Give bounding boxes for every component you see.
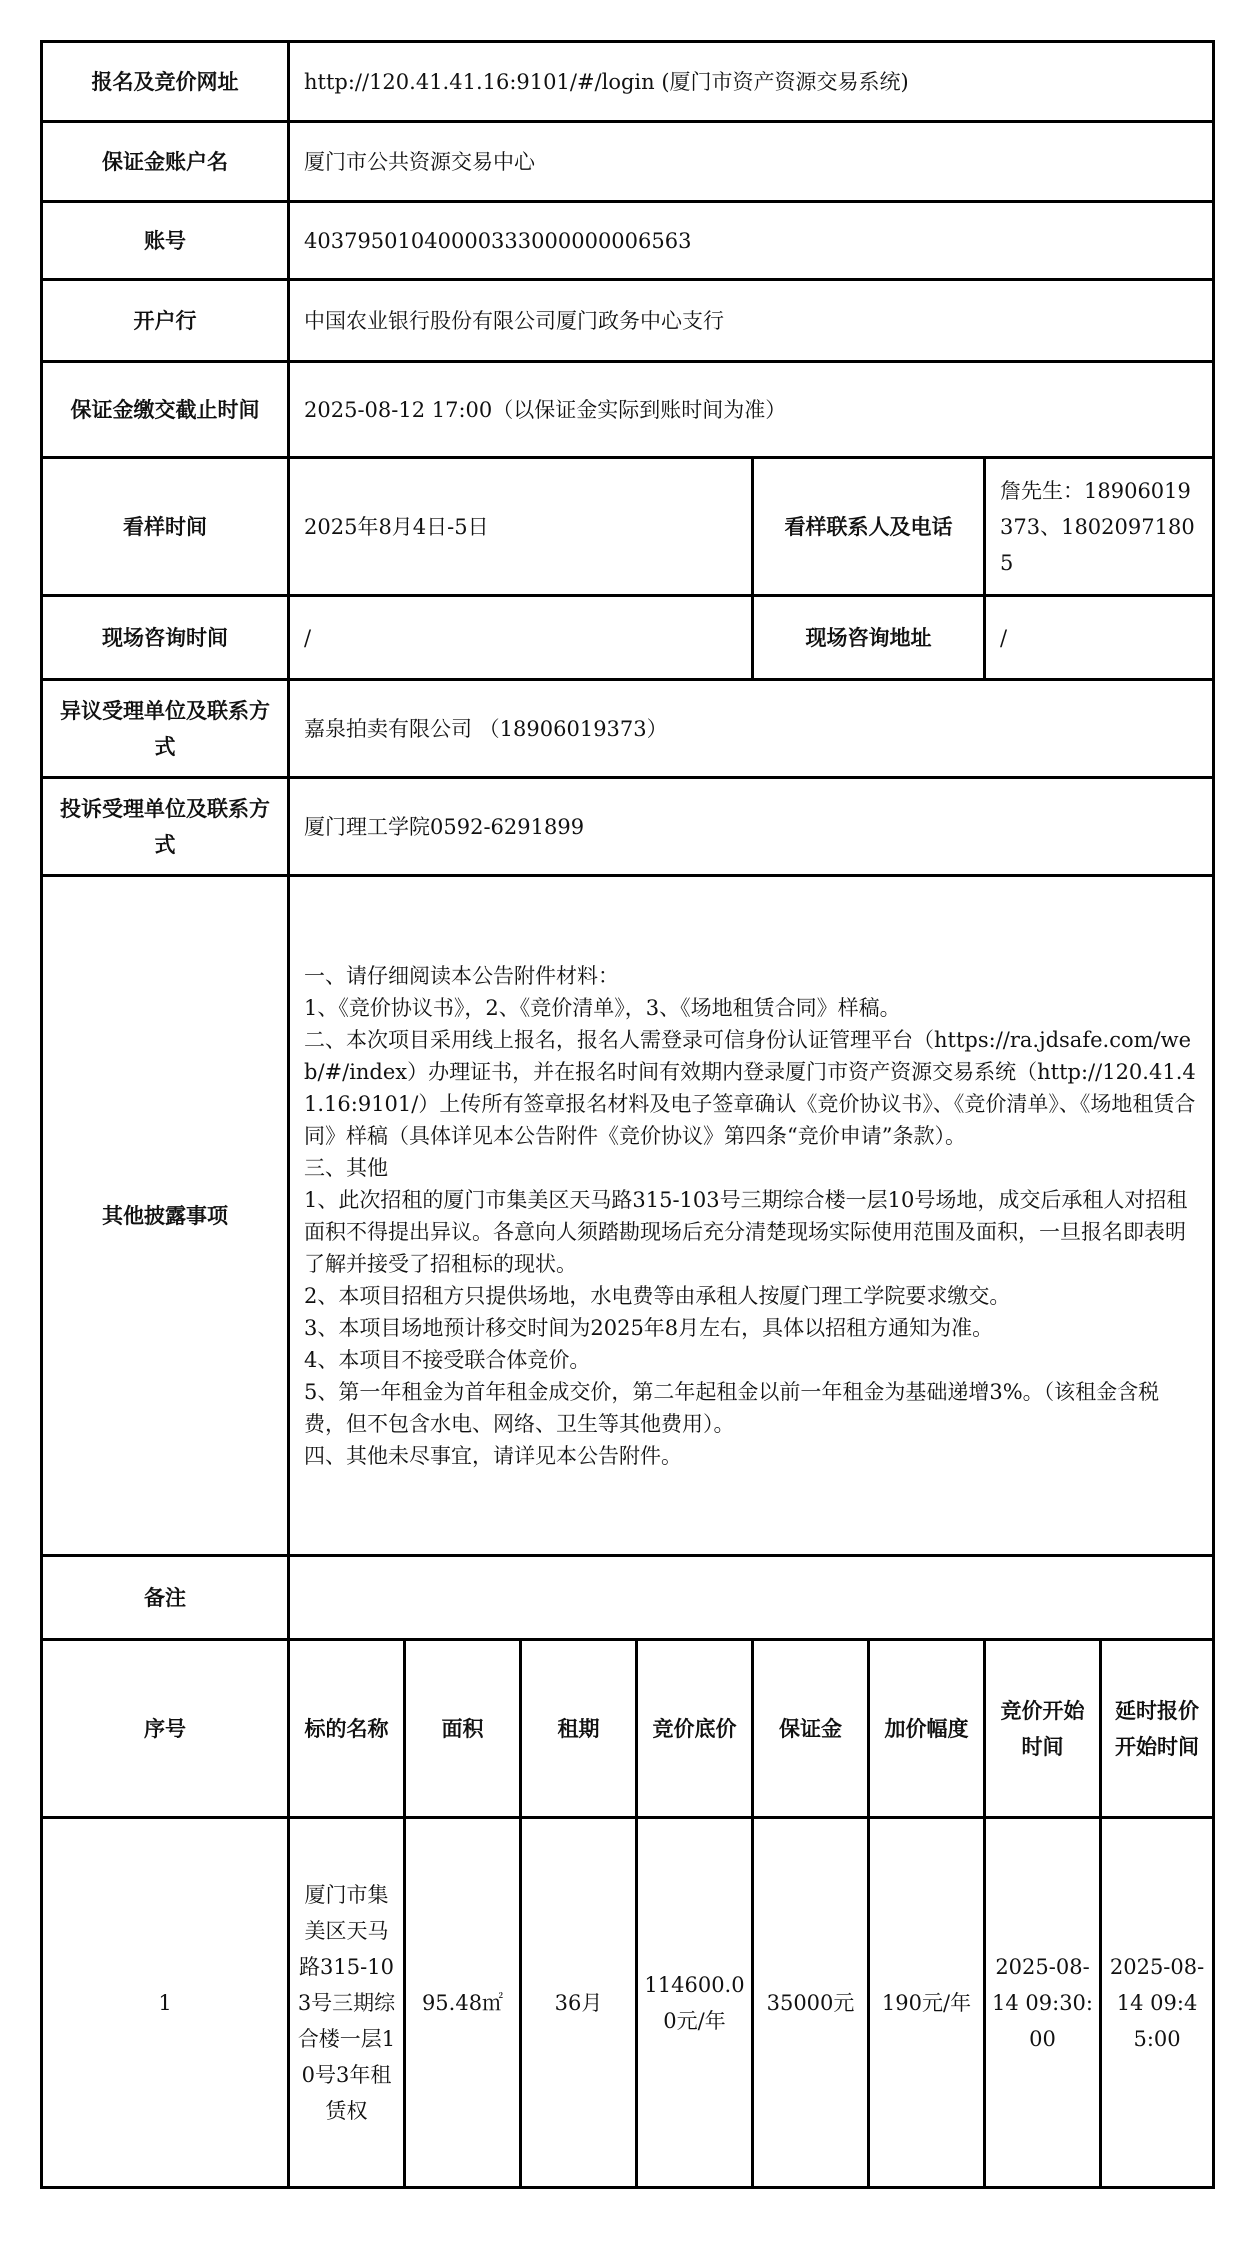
header-area: 面积 (405, 1640, 521, 1818)
remark-value (289, 1556, 1214, 1640)
note-line: 5、第一年租金为首年租金成交价，第二年起租金以前一年租金为基础递增3%。（该租金含税费，但不包含水电、网络、卫生等其他费用）。 (304, 1379, 1160, 1436)
consult-address-label: 现场咨询地址 (753, 596, 985, 680)
info-table (40, 40, 1215, 2189)
deadline-value: 2025-08-12 17:00（以保证金实际到账时间为准） (289, 362, 1214, 458)
row-index: 1 (42, 1818, 289, 2188)
consult-address-value: / (985, 596, 1214, 680)
header-reserve-price: 竞价底价 (637, 1640, 753, 1818)
consult-time-label: 现场咨询时间 (42, 596, 289, 680)
bank-label: 开户行 (42, 280, 289, 362)
account-number-value: 40379501040000333000000006563 (289, 202, 1214, 280)
header-deposit: 保证金 (753, 1640, 869, 1818)
note-line: 二、本次项目采用线上报名，报名人需登录可信身份认证管理平台（https://ra.jdsafe.com/web/#/index）办理证书，并在报名时间有效期内登录厦门市资产资源交易系统（http://120.41.41.16:9101/）上传所有签章报名材料及电子签章确认《竞价协议书》、《竞价清单》、《场地租赁合同》样稿（具体详见本公告附件《竞价协议》第四条“竞价申请”条款）。 (304, 1027, 1196, 1148)
header-increment: 加价幅度 (869, 1640, 985, 1818)
url-value[interactable]: http://120.41.41.16:9101/#/login (厦门市资产资源交易系统) (289, 42, 1214, 122)
items-header-row (42, 1640, 1214, 1818)
header-item-name: 标的名称 (289, 1640, 405, 1818)
remark-label: 备注 (42, 1556, 289, 1640)
row-increment: 190元/年 (869, 1818, 985, 2188)
row-start-time: 2025-08-14 09:30:00 (985, 1818, 1101, 2188)
note-line: 4、本项目不接受联合体竞价。 (304, 1347, 591, 1372)
row-item-name: 厦门市集美区天马路315-103号三期综合楼一层10号3年租赁权 (289, 1818, 405, 2188)
viewing-contact-label: 看样联系人及电话 (753, 458, 985, 596)
account-name-label: 保证金账户名 (42, 122, 289, 202)
objection-value: 嘉泉拍卖有限公司 （18906019373） (289, 680, 1214, 778)
note-line: 一、请仔细阅读本公告附件材料： (304, 963, 619, 988)
complaint-value: 厦门理工学院0592-6291899 (289, 778, 1214, 876)
row-reserve-price: 114600.00元/年 (637, 1818, 753, 2188)
table-row (42, 1818, 1214, 2188)
bank-value: 中国农业银行股份有限公司厦门政务中心支行 (289, 280, 1214, 362)
note-line: 三、其他 (304, 1155, 388, 1180)
deadline-label: 保证金缴交截止时间 (42, 362, 289, 458)
row-deposit: 35000元 (753, 1818, 869, 2188)
note-line: 1、此次招租的厦门市集美区天马路315-103号三期综合楼一层10号场地，成交后承租人对招租面积不得提出异议。各意向人须踏勘现场后充分清楚现场实际使用范围及面积，一旦报名即表明了解并接受了招租标的现状。 (304, 1187, 1188, 1276)
account-name-value: 厦门市公共资源交易中心 (289, 122, 1214, 202)
account-number-label: 账号 (42, 202, 289, 280)
viewing-contact-value: 詹先生：18906019373、18020971805 (985, 458, 1214, 596)
consult-time-value: / (289, 596, 753, 680)
row-term: 36月 (521, 1818, 637, 2188)
header-index: 序号 (42, 1640, 289, 1818)
note-line: 3、本项目场地预计移交时间为2025年8月左右，具体以招租方通知为准。 (304, 1315, 994, 1340)
url-label: 报名及竞价网址 (42, 42, 289, 122)
header-start-time: 竞价开始时间 (985, 1640, 1101, 1818)
row-area: 95.48㎡ (405, 1818, 521, 2188)
header-extension-time: 延时报价开始时间 (1101, 1640, 1214, 1818)
note-line: 2、本项目招租方只提供场地，水电费等由承租人按厦门理工学院要求缴交。 (304, 1283, 1011, 1308)
objection-label: 异议受理单位及联系方式 (42, 680, 289, 778)
header-term: 租期 (521, 1640, 637, 1818)
note-line: 1、《竞价协议书》，2、《竞价清单》，3、《场地租赁合同》样稿。 (304, 995, 901, 1020)
viewing-time-value: 2025年8月4日-5日 (289, 458, 753, 596)
other-disclosures-content (289, 876, 1214, 1556)
viewing-time-label: 看样时间 (42, 458, 289, 596)
row-extension-time: 2025-08-14 09:45:00 (1101, 1818, 1214, 2188)
note-line: 四、其他未尽事宜，请详见本公告附件。 (304, 1443, 682, 1468)
other-disclosures-label: 其他披露事项 (42, 876, 289, 1556)
complaint-label: 投诉受理单位及联系方式 (42, 778, 289, 876)
announcement-table (40, 40, 1215, 2189)
